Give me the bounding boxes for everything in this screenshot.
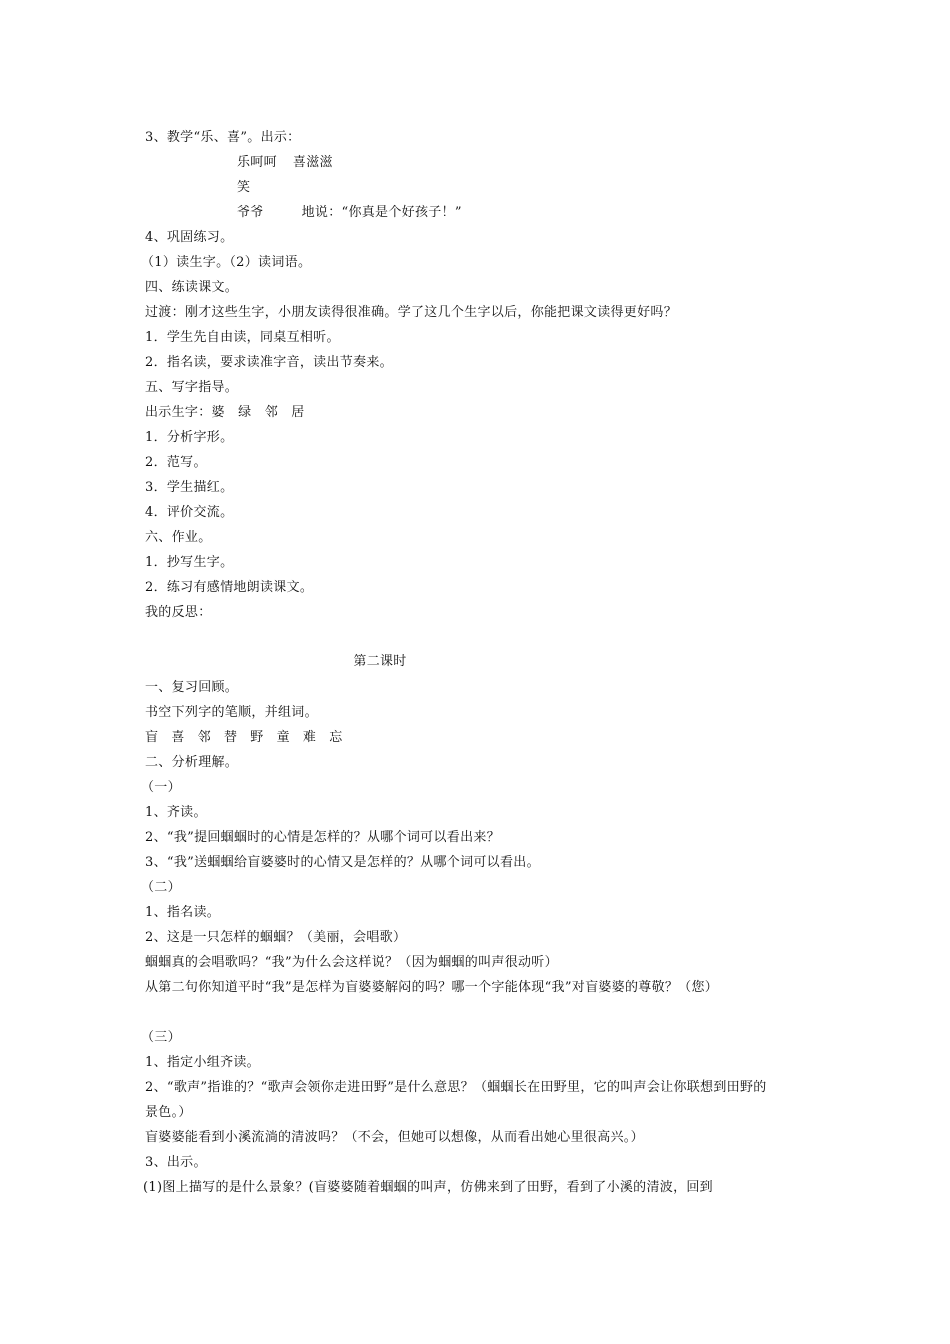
text-line: 我的反思： <box>145 605 212 620</box>
word: 喜滋滋 <box>292 155 333 170</box>
word: 乐呵呵 <box>237 155 277 170</box>
text-line: 3、教学“乐、喜”。出示： <box>145 130 301 145</box>
character: 忘 <box>329 730 343 745</box>
subsection-label: （二） <box>141 880 181 895</box>
text-line: 出示生字：婆 绿 邻 居 <box>145 405 305 420</box>
text-line: 1、指定小组齐读。 <box>145 1055 260 1070</box>
section-heading: 一、复习回顾。 <box>145 680 239 695</box>
character: 盲 <box>145 730 159 745</box>
text-line: (1)图上描写的是什么景象？(盲婆婆随着蝈蝈的叫声，仿佛来到了田野，看到了小溪的清波，回到 <box>143 1180 713 1195</box>
text-line: 蝈蝈真的会唱歌吗？“我”为什么会这样说？（因为蝈蝈的叫声很动听） <box>145 955 558 970</box>
text-line: 2．指名读，要求读准字音，读出节奏来。 <box>145 355 393 370</box>
character: 野 <box>250 730 264 745</box>
word-row <box>237 155 333 171</box>
text: 地说：“你真是个好孩子！” <box>301 205 462 220</box>
character: 邻 <box>197 730 211 745</box>
section-heading: 六、作业。 <box>145 530 212 545</box>
character-list <box>145 730 356 746</box>
subsection-label: （一） <box>141 780 181 795</box>
lesson-title: 第二课时 <box>353 654 407 669</box>
text-line: 过渡：刚才这些生字，小朋友读得很准确。学了这几个生字以后，你能把课文读得更好吗？ <box>145 305 678 320</box>
subsection-label: （三） <box>141 1030 181 1045</box>
text-line: 1．学生先自由读，同桌互相听。 <box>145 330 340 345</box>
text-line: 2．练习有感情地朗读课文。 <box>145 580 314 595</box>
text-line: 2、这是一只怎样的蝈蝈？（美丽，会唱歌） <box>145 930 407 945</box>
text-line: 2、“我”提回蝈蝈时的心情是怎样的？从哪个词可以看出来？ <box>145 830 500 845</box>
text-line: 盲婆婆能看到小溪流淌的清波吗？（不会，但她可以想像，从而看出她心里很高兴。） <box>145 1130 644 1145</box>
text-line: 书空下列字的笔顺，并组词。 <box>145 705 318 720</box>
character: 童 <box>276 730 290 745</box>
text-line: 4．评价交流。 <box>145 505 234 520</box>
text-line: 1．分析字形。 <box>145 430 234 445</box>
text-line: 4、巩固练习。 <box>145 230 234 245</box>
text-line: 3．学生描红。 <box>145 480 234 495</box>
text-line: 3、出示。 <box>145 1155 207 1170</box>
text-paragraph: 2、“歌声”指谁的？“歌声会领你走进田野”是什么意思？（蝈蝈长在田野里，它的叫声会让你联想到田野的景色。） <box>145 1080 767 1120</box>
section-heading: 二、分析理解。 <box>145 755 239 770</box>
section-heading: 四、练读课文。 <box>145 280 239 295</box>
word: 笑 <box>237 180 251 195</box>
text-line: 3、“我”送蝈蝈给盲婆婆时的心情又是怎样的？从哪个词可以看出。 <box>145 855 540 870</box>
text-line: 2．范写。 <box>145 455 207 470</box>
text-line: 1、齐读。 <box>145 805 207 820</box>
text-paragraph: 从第二句你知道平时“我”是怎样为盲婆婆解闷的吗？哪一个字能体现“我”对盲婆婆的尊敬？（您） <box>145 980 719 995</box>
word: 爷爷 <box>237 205 264 220</box>
text-line: （1）读生字。（2）读词语。 <box>141 255 312 270</box>
text-line: 1．抄写生字。 <box>145 555 234 570</box>
section-heading: 五、写字指导。 <box>145 380 239 395</box>
sentence-row <box>237 205 462 221</box>
character: 难 <box>302 730 317 745</box>
text-line: 1、指名读。 <box>145 905 221 920</box>
character: 替 <box>223 730 238 745</box>
character: 喜 <box>171 730 185 745</box>
